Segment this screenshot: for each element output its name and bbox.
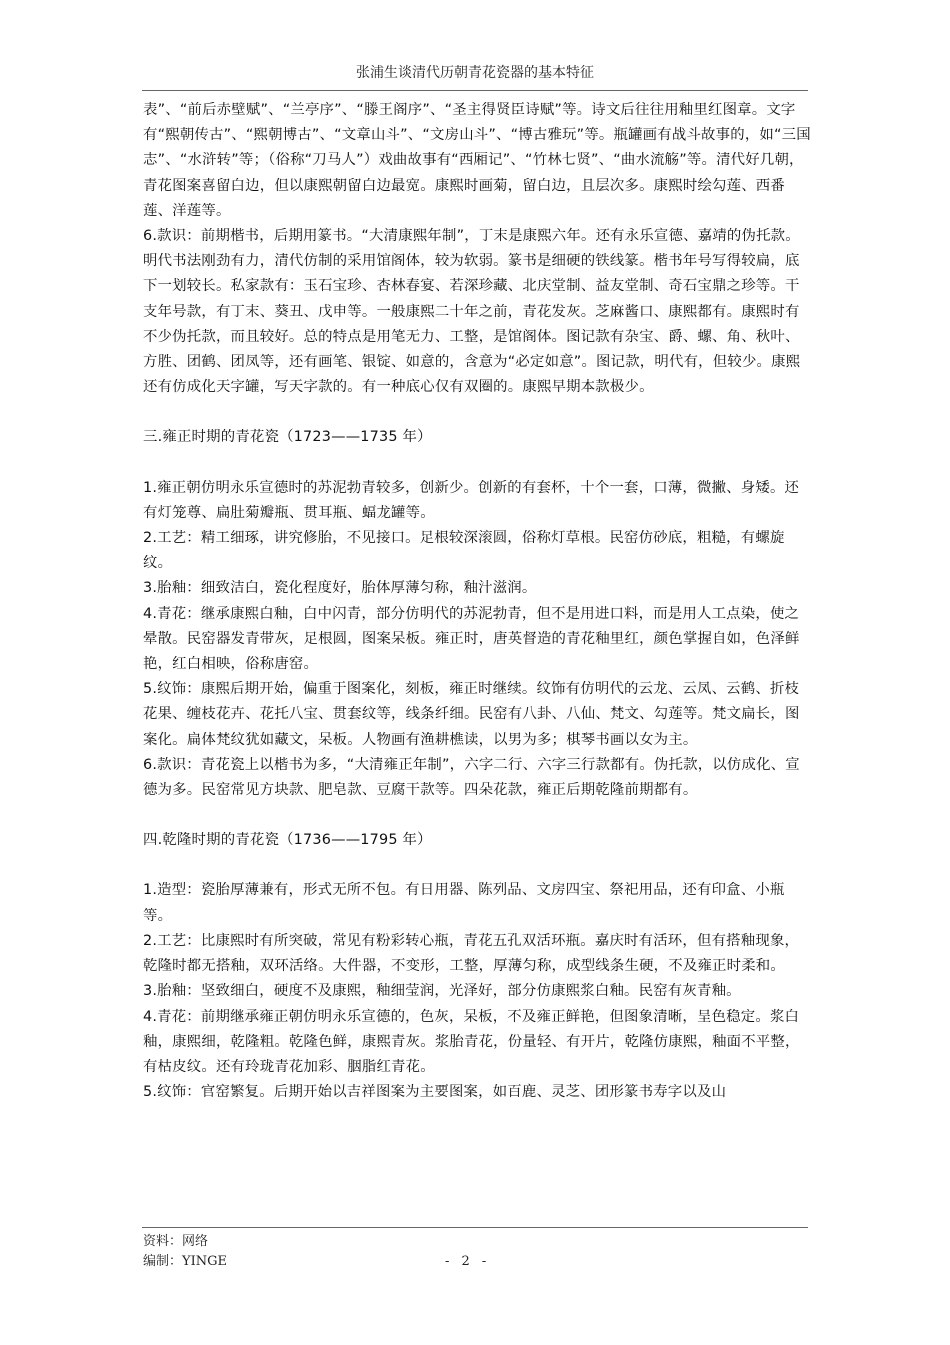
header-divider (142, 90, 808, 91)
footer-divider (142, 1227, 808, 1228)
spacer (143, 400, 811, 425)
page-number: - 2 - (445, 1254, 491, 1269)
list-item: 4.青花：前期继承雍正朝仿明永乐宣德的，色灰，呆板，不及雍正鲜艳，但图象清晰，呈色稳定。浆白釉，康熙细，乾隆粗。乾隆色鲜，康熙青灰。浆胎青花，份量轻、有开片，乾隆仿康熙，釉面不平整，有枯皮纹。还有玲珑青花加彩、胭脂红青花。 (143, 1008, 800, 1075)
list-item: 1.雍正朝仿明永乐宣德时的苏泥勃青较多，创新少。创新的有套杯，十个一套，口薄，微撇、身矮。还有灯笼尊、扁肚菊瓣瓶、贯耳瓶、蝠龙罐等。 (143, 479, 800, 521)
paragraph: 表”、“前后赤壁赋”、“兰亭序”、“滕王阁序”、“圣主得贤臣诗赋”等。诗文后往往用釉里红图章。文字有“熙朝传古”、“熙朝博古”、“文章山斗”、“文房山斗”、“博古雅玩”等。瓶罐画有战斗故事的，如“三国志”、“水浒转”等；（俗称“刀马人”）戏曲故事有“西厢记”、“竹林七贤”、“曲水流觞”等。清代好几朝，青花图案喜留白边，但以康熙朝留白边最宽。康熙时画菊，留白边，且层次多。康熙时绘勾莲、西番莲、洋莲等。 (143, 102, 811, 219)
list-item: 3.胎釉：细致洁白，瓷化程度好，胎体厚薄匀称，釉汁滋润。 (143, 580, 537, 597)
list-item: 4.青花：继承康熙白釉，白中闪青，部分仿明代的苏泥勃青，但不是用进口料，而是用人工点染，使之晕散。民窑器发青带灰，足根圆，图案呆板。雍正时，唐英督造的青花釉里红，颜色掌握自如，色泽鲜艳，红白相映，俗称唐窑。 (143, 605, 800, 673)
spacer (143, 451, 811, 476)
section-heading-yongzheng: 三.雍正时期的青花瓷（1723——1735 年） (143, 429, 432, 446)
list-item: 5.纹饰：康熙后期开始，偏重于图案化，刻板，雍正时继续。纹饰有仿明代的云龙、云凤、云鹤、折枝花果、缠枝花卉、花托八宝、贯套纹等，线条纤细。民窑有八卦、八仙、梵文、勾莲等。梵文扁长，图案化。扁体梵纹犹如藏文，呆板。人物画有渔耕樵读，以男为多；棋琴书画以女为主。 (143, 681, 800, 748)
spacer (143, 853, 811, 878)
document-body (143, 98, 811, 1105)
list-item: 6.款识：青花瓷上以楷书为多，“大清雍正年制”，六字二行、六字三行款都有。伪托款，以仿成化、宣德为多。民窑常见方块款、肥皂款、豆腐干款等。四朵花款，雍正后期乾隆前期都有。 (143, 756, 800, 799)
list-item: 2.工艺：精工细琢，讲究修胎，不见接口。足根较深滚圆，俗称灯草根。民窑仿砂底，粗糙，有螺旋纹。 (143, 530, 785, 572)
footer-source: 资料：网络 (143, 1234, 209, 1249)
section-heading-qianlong: 四.乾隆时期的青花瓷（1736——1795 年） (143, 832, 432, 849)
list-item: 2.工艺：比康熙时有所突破，常见有粉彩转心瓶，青花五孔双活环瓶。嘉庆时有活环，但有搭釉现象，乾隆时都无搭釉，双环活络。大件器，不变形，工整，厚薄匀称，成型线条生硬，不及雍正时柔和。 (143, 932, 800, 975)
list-item: 1.造型：瓷胎厚薄兼有，形式无所不包。有日用器、陈列品、文房四宝、祭祀用品，还有印盒、小瓶等。 (143, 882, 785, 924)
paragraph: 6.款识：前期楷书，后期用篆书。“大清康熙年制”，丁末是康熙六年。还有永乐宣德、嘉靖的伪托款。明代书法刚劲有力，清代仿制的采用馆阁体，较为软弱。篆书是细硬的铁线篆。楷书年号写得较扁，底下一划较长。私家款有：玉石宝珍、杏林春宴、若深珍藏、北庆堂制、益友堂制、奇石宝鼎之珍等。干支年号款，有丁末、葵丑、戊申等。一般康熙二十年之前，青花发灰。芝麻酱口、康熙都有。康熙时有不少伪托款，而且较好。总的特点是用笔无力、工整，是馆阁体。图记款有杂宝、爵、螺、角、秋叶、方胜、团鹤、团凤等，还有画笔、银锭、如意的，含意为“必定如意”。图记款，明代有，但较少。康熙还有仿成化天字罐，写天字款的。有一种底心仅有双圈的。康熙早期本款极少。 (143, 228, 801, 396)
list-item: 5.纹饰：官窑繁复。后期开始以吉祥图案为主要图案，如百鹿、灵芝、团形篆书寿字以及山 (143, 1084, 727, 1101)
footer-info (143, 1232, 227, 1272)
footer-editor: 编制：YINGE (143, 1254, 227, 1269)
list-item: 3.胎釉：坚致细白，硬度不及康熙，釉细莹润，光泽好，部分仿康熙浆白釉。民窑有灰青釉。 (143, 983, 741, 1000)
page-header-title: 张浦生谈清代历朝青花瓷器的基本特征 (356, 65, 594, 81)
spacer (143, 803, 811, 828)
